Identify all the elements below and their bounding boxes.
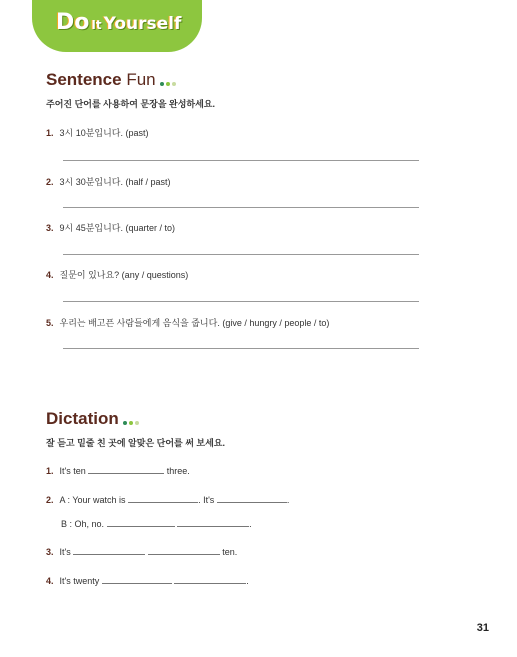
- dictation-item-1: [46, 465, 190, 476]
- sentence-fun-title: [46, 70, 178, 91]
- blank-field[interactable]: [88, 465, 164, 474]
- answer-line[interactable]: [63, 348, 419, 349]
- item-text: B : Oh, no.: [61, 519, 105, 529]
- sentence-item-2: [46, 175, 171, 188]
- blank-field[interactable]: [148, 546, 220, 555]
- item-number: 3.: [46, 547, 54, 557]
- item-text: .: [286, 495, 290, 505]
- banner-title: [56, 10, 181, 35]
- blank-field[interactable]: [128, 494, 198, 503]
- blank-field[interactable]: [107, 518, 175, 527]
- sentence-fun-instruction: 주어진 단어를 사용하여 문장을 완성하세요.: [46, 99, 215, 109]
- item-text: 우리는 배고픈 사람들에게 음식을 줍니다. (give / hungry / people / to): [59, 318, 330, 328]
- sentence-item-3: [46, 221, 175, 234]
- sentence-fun-title-light: Fun: [126, 70, 156, 89]
- sentence-fun-title-bold: Sentence: [46, 70, 122, 89]
- sentence-item-5: [46, 316, 329, 329]
- dictation-item-2: [46, 494, 289, 505]
- answer-line[interactable]: [63, 301, 419, 302]
- item-text: 3시 10분입니다. (past): [59, 128, 149, 138]
- blank-field[interactable]: [174, 575, 246, 584]
- item-number: 5.: [46, 318, 54, 328]
- item-number: 4.: [46, 270, 54, 280]
- item-number: 1.: [46, 466, 54, 476]
- item-number: 4.: [46, 576, 54, 586]
- blank-field[interactable]: [177, 518, 249, 527]
- item-number: 2.: [46, 495, 54, 505]
- answer-line[interactable]: [63, 207, 419, 208]
- item-text: 질문이 있나요? (any / questions): [59, 270, 189, 280]
- blank-field[interactable]: [102, 575, 172, 584]
- dictation-item-4: [46, 575, 249, 586]
- dictation-title: [46, 409, 141, 430]
- title-dots-icon: [123, 410, 141, 430]
- answer-line[interactable]: [63, 254, 419, 255]
- item-number: 3.: [46, 223, 54, 233]
- item-text: three.: [166, 466, 190, 476]
- title-dots-icon: [160, 71, 178, 91]
- sentence-item-1: [46, 126, 149, 139]
- item-text: .: [246, 576, 249, 586]
- dictation-item-2b: [61, 518, 252, 529]
- dictation-title-text: Dictation: [46, 409, 119, 428]
- item-number: 2.: [46, 177, 54, 187]
- banner-word-do: Do: [56, 10, 90, 35]
- item-text: A : Your watch is: [59, 495, 126, 505]
- answer-line[interactable]: [63, 160, 419, 161]
- banner-word-it: It: [91, 18, 102, 32]
- item-text: . It's: [198, 495, 215, 505]
- item-text: It's twenty: [59, 576, 100, 586]
- dictation-instruction: 잘 듣고 밑줄 친 곳에 알맞은 단어를 써 보세요.: [46, 438, 225, 448]
- item-text: 9시 45분입니다. (quarter / to): [59, 223, 176, 233]
- item-text: It's ten: [59, 466, 86, 476]
- item-text: .: [249, 519, 252, 529]
- page-number: 31: [476, 622, 489, 634]
- item-text: It's: [59, 547, 71, 557]
- sentence-item-4: [46, 268, 188, 281]
- dictation-item-3: [46, 546, 237, 557]
- item-text: ten.: [222, 547, 238, 557]
- item-number: 1.: [46, 128, 54, 138]
- item-text: 3시 30분입니다. (half / past): [59, 177, 171, 187]
- blank-field[interactable]: [217, 494, 287, 503]
- blank-field[interactable]: [73, 546, 145, 555]
- banner-word-yourself: Yourself: [103, 14, 182, 34]
